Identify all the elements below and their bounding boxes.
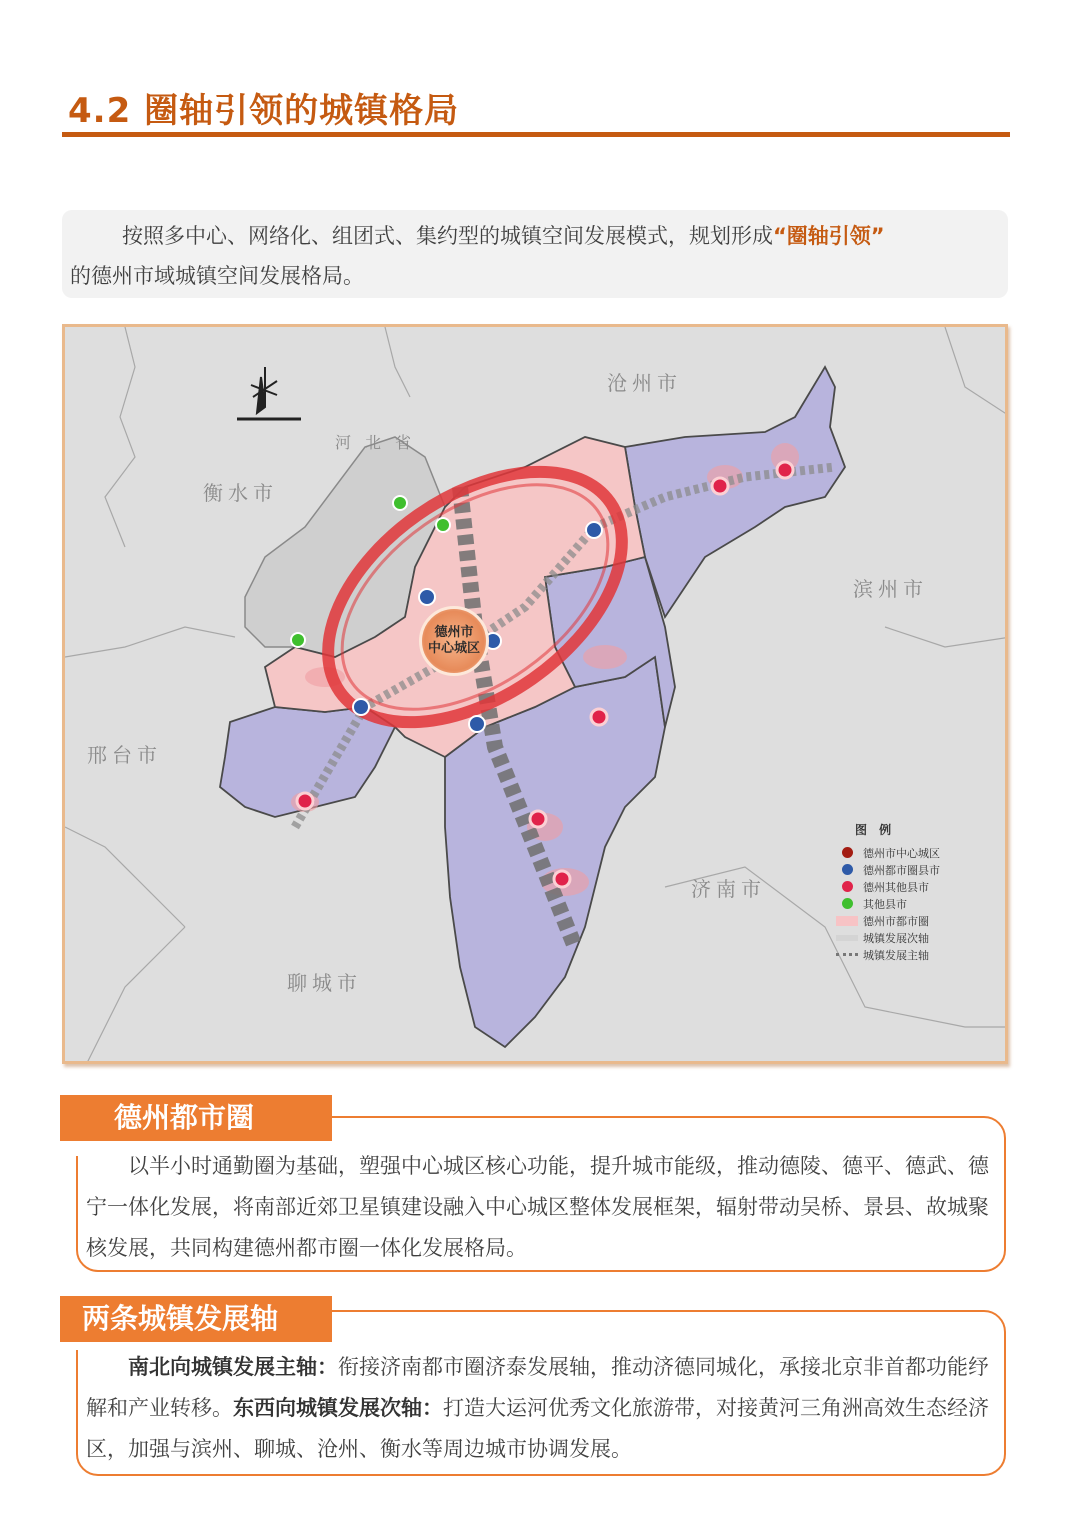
main-axis-icon xyxy=(836,953,858,956)
legend-title: 图 例 xyxy=(855,823,896,837)
legend-item: 德州都市圈县市 xyxy=(835,861,940,878)
main-axis-title: 南北向城镇发展主轴： xyxy=(128,1355,338,1379)
city-label-jinan: 济南市 xyxy=(691,877,766,901)
province-label-hebei: 河北省 xyxy=(335,433,426,452)
map-legend xyxy=(835,821,940,963)
intro-paragraph xyxy=(62,210,1008,298)
center-city-badge xyxy=(419,606,489,676)
center-label-line1: 德州市 xyxy=(434,625,474,640)
section-body-metro-circle: 以半小时通勤圈为基础，塑强中心城区核心功能，提升城市能级，推动德陵、德平、德武、德宁一体化发展，将南部近郊卫星镇建设融入中心城区整体发展框架，辐射带动吴桥、景县、故城聚核发展，共同构建德州都市圈一体化发展格局。 xyxy=(86,1154,989,1260)
city-label-hengshui: 衡水市 xyxy=(203,481,278,505)
intro-text: 按照多中心、网络化、组团式、集约型的城镇空间发展模式，规划形成 xyxy=(122,224,773,248)
legend-item: 德州市都市圈 xyxy=(835,912,940,929)
center-label-line2: 中心城区 xyxy=(427,641,480,656)
section-tag-metro-circle: 德州都市圈 xyxy=(60,1095,332,1141)
city-label-xingtai: 邢台市 xyxy=(87,743,162,767)
legend-item: 其他县市 xyxy=(835,895,940,912)
intro-highlight: “圈轴引领” xyxy=(773,224,885,248)
legend-item: 城镇发展主轴 xyxy=(835,946,940,963)
section-body-two-axes: 南北向城镇发展主轴：衔接济南都市圈济泰发展轴，推动济德同城化，承接北京非首都功能纾解和产业转移。东西向城镇发展次轴：打造大运河优秀文化旅游带，对接黄河三角洲高效生态经济区，加强与滨州、聊城、沧州、衡水等周边城市协调发展。 xyxy=(86,1355,989,1461)
dot-icon xyxy=(842,898,853,909)
city-label-liaocheng: 聊城市 xyxy=(287,971,362,995)
legend-item: 城镇发展次轴 xyxy=(835,929,940,946)
dot-icon xyxy=(842,847,853,858)
area-swatch-icon xyxy=(836,916,858,926)
dot-icon xyxy=(842,881,853,892)
title-underline xyxy=(62,132,1010,137)
section-tag-two-axes: 两条城镇发展轴 xyxy=(60,1296,332,1342)
intro-text-2: 的德州市域城镇空间发展格局。 xyxy=(70,264,364,288)
legend-item: 德州市中心城区 xyxy=(835,844,940,861)
city-label-binzhou: 滨州市 xyxy=(853,577,928,601)
dot-icon xyxy=(842,864,853,875)
legend-item: 德州其他县市 xyxy=(835,878,940,895)
secondary-axis-title: 东西向城镇发展次轴： xyxy=(233,1396,443,1420)
secondary-axis-icon xyxy=(836,935,858,941)
page-title: 4.2 圈轴引领的城镇格局 xyxy=(68,91,460,131)
city-label-cangzhou: 沧州市 xyxy=(607,371,682,395)
town-pattern-map xyxy=(62,324,1008,1064)
